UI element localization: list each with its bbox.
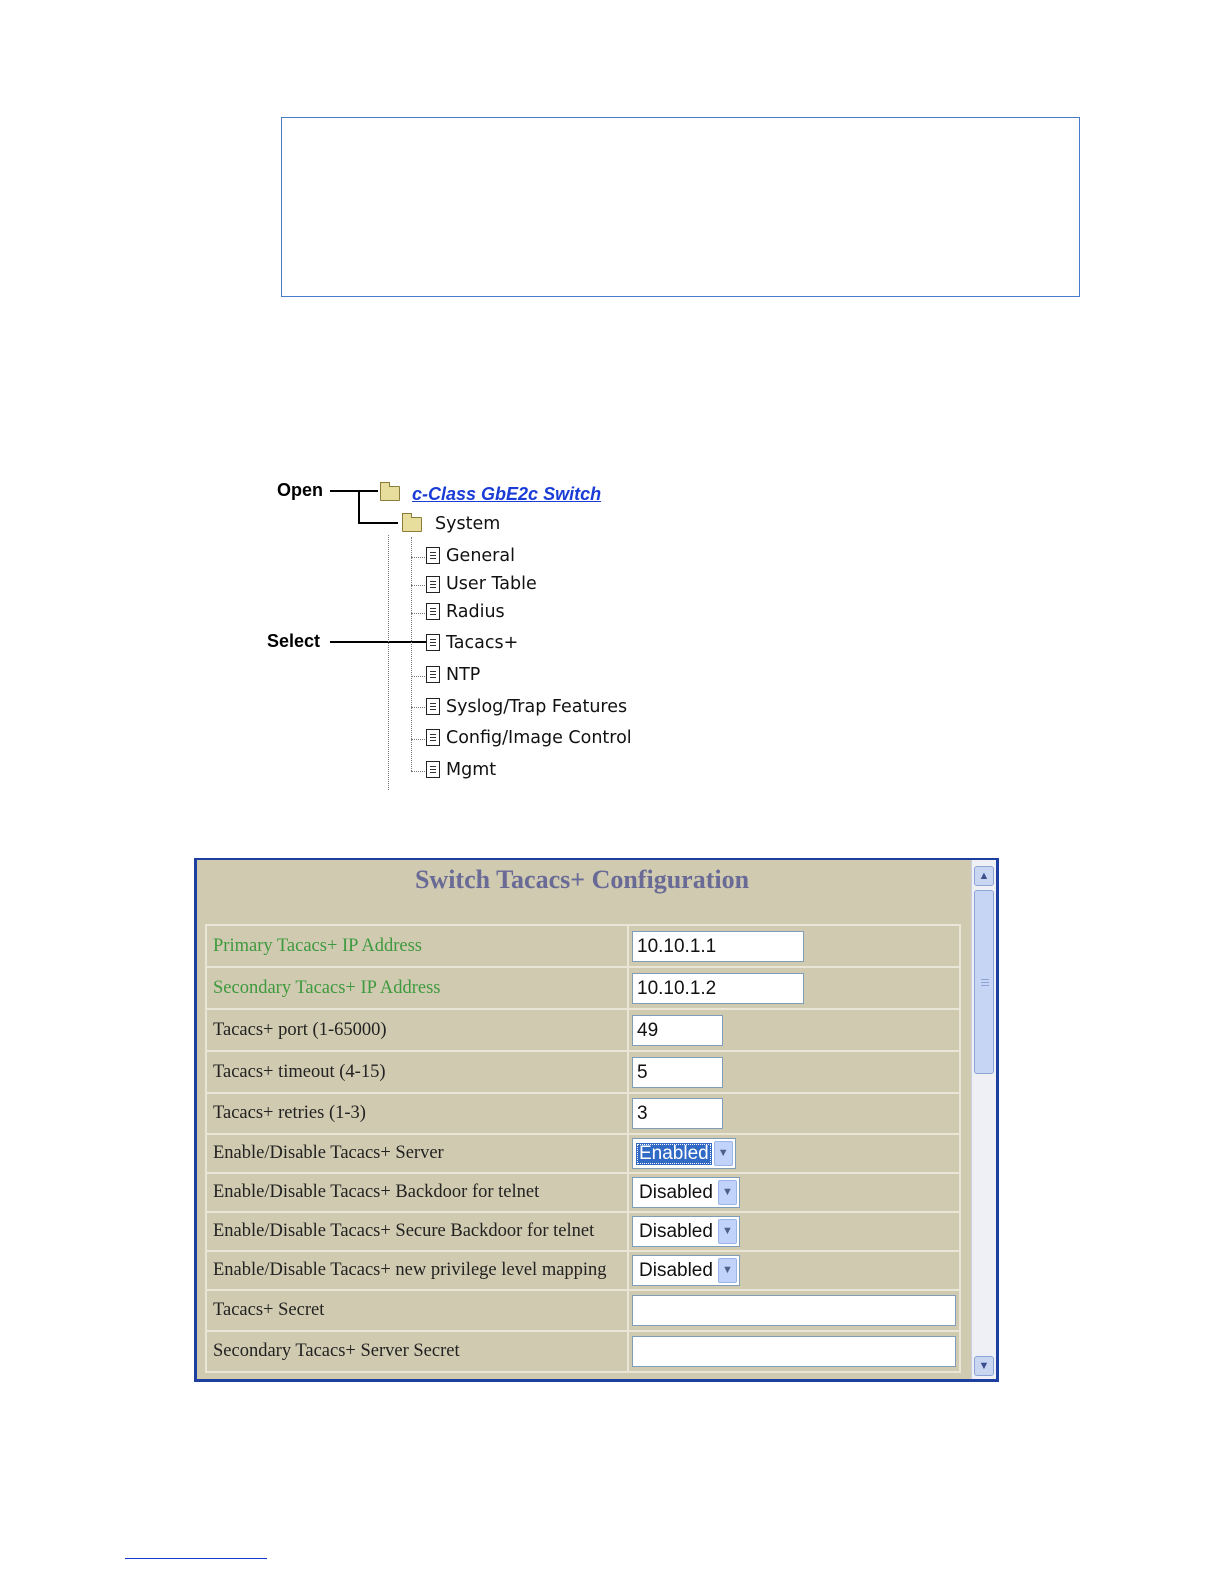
scroll-down-icon[interactable]: ▼ [974, 1356, 994, 1376]
row-label: Enable/Disable Tacacs+ Backdoor for telnet [206, 1173, 628, 1212]
row-label: Tacacs+ timeout (4-15) [206, 1051, 628, 1093]
select-value: Enabled [636, 1143, 712, 1165]
tree-item-general[interactable]: General [446, 546, 515, 566]
tree-folder-system[interactable]: System [435, 514, 501, 534]
select-value: Disabled [639, 1259, 713, 1281]
vertical-scrollbar[interactable] [971, 860, 996, 1379]
folder-open-icon [380, 486, 400, 501]
config-table [205, 924, 961, 1373]
page-title: Switch Tacacs+ Configuration [414, 865, 750, 894]
table-row [206, 1212, 960, 1251]
tree-item-radius[interactable]: Radius [446, 602, 505, 622]
grip-line [981, 982, 989, 983]
document-icon [426, 761, 440, 778]
tree-item-config-image[interactable]: Config/Image Control [446, 728, 632, 748]
row-label: Enable/Disable Tacacs+ Server [206, 1134, 628, 1173]
retries-input[interactable]: 3 [632, 1098, 723, 1129]
row-label: Secondary Tacacs+ Server Secret [206, 1331, 628, 1372]
tree-connector-vertical-inner [411, 537, 412, 771]
table-row [206, 1173, 960, 1212]
document-icon [426, 634, 440, 651]
document-icon [426, 729, 440, 746]
row-label: Primary Tacacs+ IP Address [206, 925, 628, 967]
table-row [206, 925, 960, 967]
table-row [206, 1051, 960, 1093]
callout-open-line-vertical [358, 490, 360, 524]
table-row [206, 1290, 960, 1331]
document-icon [426, 698, 440, 715]
tree-connector [411, 585, 425, 586]
tree-connector [411, 613, 425, 614]
note-box [281, 117, 1080, 297]
tacacs-config-panel [194, 858, 999, 1382]
navigation-tree [260, 475, 680, 795]
footer-rule [125, 1558, 267, 1559]
tree-connector [411, 707, 425, 708]
chevron-down-icon[interactable]: ▼ [718, 1258, 737, 1283]
grip-line [981, 985, 989, 986]
table-row [206, 1331, 960, 1372]
server-enable-select[interactable] [632, 1138, 736, 1169]
chevron-down-icon[interactable]: ▼ [714, 1141, 733, 1166]
callout-open-line-branch [358, 522, 398, 524]
tree-connector [411, 676, 425, 677]
row-label: Tacacs+ port (1-65000) [206, 1009, 628, 1051]
tree-item-mgmt[interactable]: Mgmt [446, 760, 497, 780]
document-icon [426, 576, 440, 593]
primary-ip-input[interactable]: 10.10.1.1 [632, 931, 804, 962]
table-row [206, 1093, 960, 1134]
tree-root-link[interactable]: c-Class GbE2c Switch [412, 484, 602, 504]
document-icon [426, 666, 440, 683]
tree-item-ntp[interactable]: NTP [446, 665, 481, 685]
document-icon [426, 603, 440, 620]
tree-connector [411, 557, 425, 558]
tree-connector-vertical [388, 535, 389, 790]
secure-backdoor-select[interactable] [632, 1216, 740, 1247]
table-row [206, 1251, 960, 1290]
chevron-down-icon[interactable]: ▼ [718, 1219, 737, 1244]
folder-open-icon [402, 517, 422, 532]
table-row [206, 967, 960, 1009]
select-value: Disabled [639, 1181, 713, 1203]
secondary-secret-input[interactable] [632, 1336, 956, 1367]
scrollbar-thumb[interactable] [974, 890, 994, 1074]
secret-input[interactable] [632, 1295, 956, 1326]
timeout-input[interactable]: 5 [632, 1057, 723, 1088]
callout-open-line [330, 490, 378, 492]
row-label: Secondary Tacacs+ IP Address [206, 967, 628, 1009]
row-label: Tacacs+ retries (1-3) [206, 1093, 628, 1134]
tree-connector [411, 771, 425, 772]
secondary-ip-input[interactable]: 10.10.1.2 [632, 973, 804, 1004]
chevron-down-icon[interactable]: ▼ [718, 1180, 737, 1205]
backdoor-select[interactable] [632, 1177, 740, 1208]
document-icon [426, 547, 440, 564]
callout-open: Open [277, 480, 324, 500]
tree-connector [411, 739, 425, 740]
port-input[interactable]: 49 [632, 1015, 723, 1046]
row-label: Enable/Disable Tacacs+ new privilege level mapping [206, 1251, 628, 1290]
tree-item-syslog-trap[interactable]: Syslog/Trap Features [446, 697, 628, 717]
callout-select: Select [267, 631, 321, 651]
tree-item-tacacs[interactable]: Tacacs+ [446, 633, 519, 653]
row-label: Enable/Disable Tacacs+ Secure Backdoor for telnet [206, 1212, 628, 1251]
row-label: Tacacs+ Secret [206, 1290, 628, 1331]
select-value: Disabled [639, 1220, 713, 1242]
table-row [206, 1134, 960, 1173]
privilege-mapping-select[interactable] [632, 1255, 740, 1286]
scroll-up-icon[interactable]: ▲ [974, 866, 994, 886]
grip-line [981, 979, 989, 980]
table-row [206, 1009, 960, 1051]
tree-item-user-table[interactable]: User Table [446, 574, 537, 594]
